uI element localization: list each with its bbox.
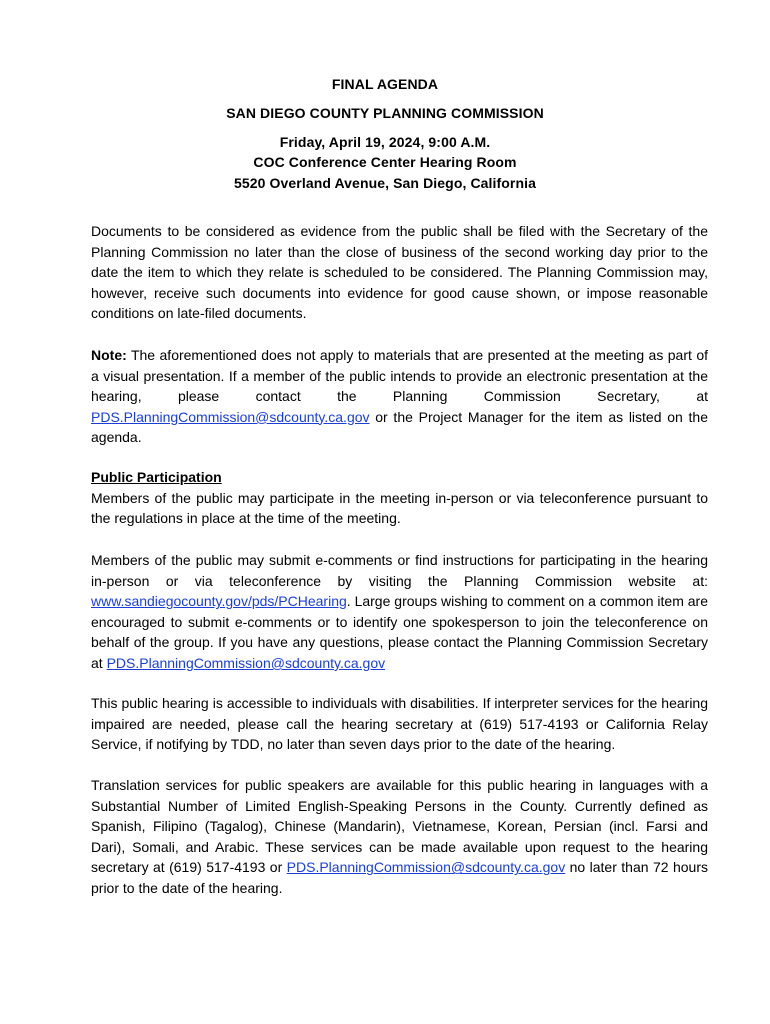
translation-paragraph: [91, 775, 708, 899]
secretary-email-link[interactable]: PDS.PlanningCommission@sdcounty.ca.gov: [286, 859, 566, 876]
documents-paragraph: Documents to be considered as evidence from the public shall be filed with the Secretary of the Planning Commission no later than the close of business of the second working day prior to the date the item to which they relate is scheduled to be considered. The Planning Commission may, however, receive such documents into evidence for good cause shown, or impose reasonable conditions on late-filed documents.: [91, 223, 708, 322]
secretary-email-link[interactable]: PDS.PlanningCommission@sdcounty.ca.gov: [106, 654, 386, 671]
pc-hearing-website-link[interactable]: www.sandiegocounty.gov/pds/PCHearing: [91, 593, 347, 610]
ecomments-text: Members of the public may submit e-comments or find instructions for participating in the hearing in-person or via teleconference by visiting the Planning Commission website at:: [91, 552, 708, 589]
public-participation-text: Members of the public may participate in the meeting in-person or via teleconference pursuant to the regulations in place at the time of the meeting.: [91, 489, 708, 527]
secretary-email-link[interactable]: PDS.PlanningCommission@sdcounty.ca.gov: [91, 408, 370, 425]
translation-text-end: no later than 72 hours prior to the date of the hearing.: [91, 859, 708, 896]
accessibility-paragraph: This public hearing is accessible to individuals with disabilities. If interpreter services for the hearing impaired are needed, please call the hearing secretary at (619) 517-4193 or California Relay Service, if notifying by TDD, no later than seven days prior to the date of the hearing.: [91, 695, 708, 753]
meeting-address: 5520 Overland Avenue, San Diego, California: [233, 175, 537, 191]
meeting-date-time: Friday, April 19, 2024, 9:00 A.M.: [279, 134, 491, 150]
note-text: The aforementioned does not apply to materials that are presented at the meeting as part of a visual presentation. If a member of the public intends to provide an electronic presentation at the hearing, please contact the Planning Commission Secretary, at: [91, 347, 708, 405]
public-participation-section: [91, 467, 708, 529]
ecomments-paragraph: [91, 550, 708, 674]
agenda-title: FINAL AGENDA: [331, 76, 439, 92]
commission-name: SAN DIEGO COUNTY PLANNING COMMISSION: [226, 105, 544, 121]
translation-text: Translation services for public speakers are available for this public hearing in languages with a Substantial Number of Limited English-Speaking Persons in the County. Currently defined as Spanish, Filipino (Tagalog), Chinese (Mandarin), Vietnamese, Korean, Persian (incl. Farsi and Dari), Somali, and Arabic. These services can be made available upon request to the hearing secretary at (619) 517-4193 or: [91, 777, 708, 876]
public-participation-heading: Public Participation: [91, 469, 222, 485]
note-paragraph: [91, 345, 708, 448]
ecomments-text-middle: . Large groups wishing to comment on a common item are encouraged to submit e-comments or to identify one spokesperson to join the teleconference on behalf of the group. If you have any questions, please contact the Planning Commission Secretary at: [91, 593, 708, 671]
meeting-location: COC Conference Center Hearing Room: [253, 154, 517, 170]
note-label: Note:: [91, 347, 127, 363]
note-text-end: or the Project Manager for the item as listed on the agenda.: [91, 408, 708, 446]
